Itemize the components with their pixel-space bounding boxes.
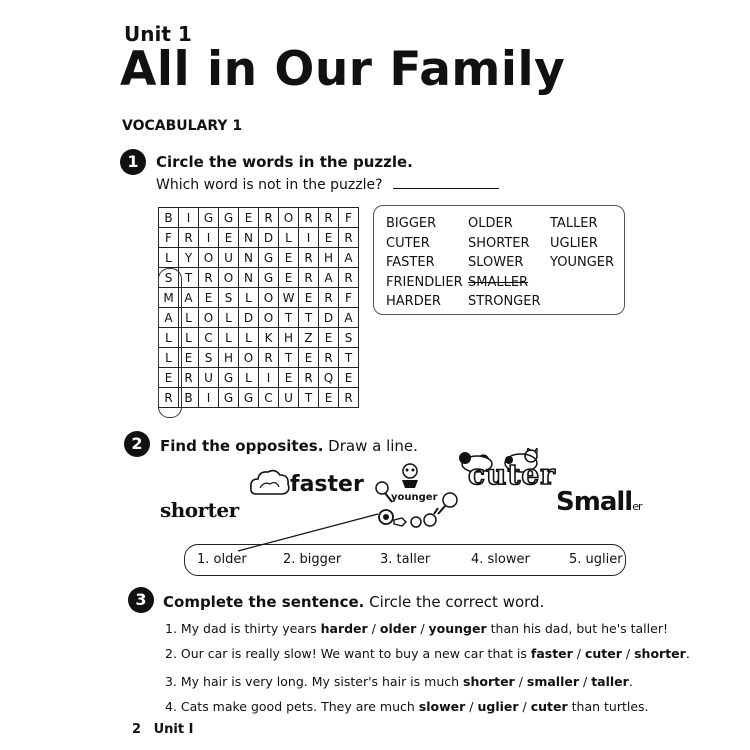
puzzle-cell[interactable]: L <box>239 328 259 348</box>
puzzle-cell[interactable]: G <box>199 208 219 228</box>
separator: / <box>416 621 429 636</box>
puzzle-cell[interactable]: K <box>259 328 279 348</box>
puzzle-cell[interactable]: H <box>219 348 239 368</box>
sentence-3 <box>165 674 633 689</box>
puzzle-cell[interactable]: I <box>199 228 219 248</box>
sentence-text: 3. My hair is very long. My sister's hair is much <box>165 674 464 689</box>
choice-word[interactable]: faster <box>530 646 573 661</box>
choice-word[interactable]: older <box>379 621 417 636</box>
word-younger: younger <box>391 492 438 503</box>
word-bank-item: UGLIER <box>550 235 598 251</box>
puzzle-cell[interactable]: E <box>319 228 339 248</box>
puzzle-cell[interactable]: U <box>199 368 219 388</box>
word-smaller-tail: er <box>632 500 642 513</box>
separator: / <box>621 646 635 661</box>
puzzle-cell[interactable]: A <box>339 248 359 268</box>
word-bank-item: SHORTER <box>468 235 530 251</box>
puzzle-cell[interactable]: G <box>259 268 279 288</box>
puzzle-cell[interactable]: L <box>219 328 239 348</box>
choice-word[interactable]: smaller <box>526 674 580 689</box>
puzzle-cell[interactable]: E <box>159 368 179 388</box>
puzzle-cell[interactable]: G <box>259 248 279 268</box>
puzzle-cell[interactable]: R <box>299 208 319 228</box>
puzzle-cell[interactable]: I <box>299 228 319 248</box>
puzzle-cell[interactable]: F <box>339 208 359 228</box>
puzzle-cell[interactable]: A <box>179 288 199 308</box>
puzzle-cell[interactable]: G <box>219 368 239 388</box>
puzzle-cell[interactable]: U <box>219 248 239 268</box>
puzzle-cell[interactable]: A <box>159 308 179 328</box>
puzzle-cell[interactable]: O <box>259 308 279 328</box>
separator: / <box>465 699 478 714</box>
puzzle-cell[interactable]: R <box>339 228 359 248</box>
puzzle-cell[interactable]: I <box>259 368 279 388</box>
section-heading: VOCABULARY 1 <box>122 118 243 134</box>
puzzle-cell[interactable]: M <box>159 288 179 308</box>
puzzle-cell[interactable]: E <box>279 368 299 388</box>
word-bank-item: TALLER <box>550 216 598 231</box>
exercise-number: 3 <box>128 587 154 613</box>
puzzle-cell[interactable]: B <box>179 388 199 408</box>
puzzle-cell[interactable]: L <box>159 328 179 348</box>
puzzle-cell[interactable]: R <box>159 388 179 408</box>
exercise-number: 2 <box>124 431 150 457</box>
option-item[interactable]: 3. taller <box>380 552 431 567</box>
puzzle-cell[interactable]: D <box>239 308 259 328</box>
exercise-title-bold: Complete the sentence. <box>163 593 365 611</box>
puzzle-cell[interactable]: L <box>179 328 199 348</box>
puzzle-cell[interactable]: O <box>239 348 259 368</box>
word-cuter: cuter <box>468 458 556 491</box>
puzzle-cell[interactable]: L <box>159 248 179 268</box>
puzzle-cell[interactable]: Z <box>299 328 319 348</box>
exercise-title-text: Circle the words in the puzzle. <box>156 153 413 171</box>
puzzle-cell[interactable]: U <box>279 388 299 408</box>
puzzle-cell[interactable]: R <box>339 388 359 408</box>
exercise-number: 1 <box>120 149 146 175</box>
puzzle-cell[interactable]: B <box>159 208 179 228</box>
puzzle-cell[interactable]: C <box>259 388 279 408</box>
exercise-title-rest: Draw a line. <box>323 437 418 455</box>
puzzle-cell[interactable]: E <box>219 228 239 248</box>
sentence-4 <box>165 699 649 714</box>
puzzle-cell[interactable]: O <box>199 308 219 328</box>
puzzle-cell[interactable]: R <box>299 368 319 388</box>
choice-word[interactable]: cuter <box>585 646 622 661</box>
separator: / <box>514 674 527 689</box>
puzzle-cell[interactable]: F <box>159 228 179 248</box>
choice-word[interactable]: uglier <box>477 699 519 714</box>
puzzle-cell[interactable]: R <box>179 228 199 248</box>
puzzle-cell[interactable]: G <box>219 208 239 228</box>
separator: / <box>367 621 380 636</box>
sentence-text: 1. My dad is thirty years <box>165 621 321 636</box>
puzzle-cell[interactable]: R <box>299 268 319 288</box>
option-item[interactable]: 5. uglier <box>569 552 623 567</box>
choice-word[interactable]: shorter <box>634 646 686 661</box>
puzzle-cell[interactable]: E <box>199 288 219 308</box>
puzzle-cell[interactable]: I <box>179 208 199 228</box>
puzzle-cell[interactable]: N <box>239 228 259 248</box>
puzzle-cell[interactable]: S <box>199 348 219 368</box>
footer-unit: Unit I <box>153 722 194 737</box>
choice-word[interactable]: slower <box>418 699 466 714</box>
word-bank-item: SLOWER <box>468 255 524 270</box>
puzzle-cell[interactable]: E <box>179 348 199 368</box>
puzzle-cell[interactable]: R <box>259 208 279 228</box>
puzzle-cell[interactable]: G <box>219 388 239 408</box>
puzzle-cell[interactable]: T <box>299 388 319 408</box>
word-shorter: shorter <box>160 498 239 522</box>
puzzle-cell[interactable]: R <box>179 368 199 388</box>
puzzle-cell[interactable]: R <box>299 248 319 268</box>
word-bank-item: FRIENDLIER <box>386 274 463 290</box>
puzzle-cell[interactable]: R <box>339 268 359 288</box>
puzzle-cell[interactable]: D <box>259 228 279 248</box>
puzzle-cell[interactable]: E <box>239 208 259 228</box>
puzzle-cell[interactable]: A <box>339 308 359 328</box>
choice-word[interactable]: cuter <box>530 699 568 714</box>
puzzle-cell[interactable]: H <box>319 248 339 268</box>
puzzle-cell[interactable]: H <box>279 328 299 348</box>
word-faster: faster <box>290 472 364 497</box>
puzzle-cell[interactable]: S <box>339 328 359 348</box>
sentence-text: than turtles. <box>567 699 649 714</box>
word-bank-item: CUTER <box>386 235 430 251</box>
word-bank-item: STRONGER <box>468 294 541 309</box>
puzzle-cell[interactable]: E <box>279 248 299 268</box>
puzzle-cell[interactable]: T <box>279 308 299 328</box>
unit-label: Unit 1 <box>124 22 192 46</box>
question-text: Which word is not in the puzzle? <box>156 177 383 193</box>
puzzle-cell[interactable]: S <box>219 288 239 308</box>
puzzle-cell[interactable]: F <box>339 288 359 308</box>
page-title: All in Our Family <box>120 42 566 97</box>
option-item[interactable]: 4. slower <box>471 552 530 567</box>
puzzle-cell[interactable]: L <box>239 288 259 308</box>
puzzle-cell[interactable]: R <box>319 288 339 308</box>
sentence-text: . <box>628 674 633 689</box>
sentence-text: 4. Cats make good pets. They are much <box>165 699 419 714</box>
puzzle-cell[interactable]: R <box>319 208 339 228</box>
choice-word[interactable]: harder <box>320 621 368 636</box>
exercise-title-rest: Circle the correct word. <box>364 593 545 611</box>
sentence-text: . <box>685 646 690 661</box>
word-bank-item: YOUNGER <box>550 255 615 270</box>
sentence-text: than his dad, but he's taller! <box>486 621 668 636</box>
puzzle-cell[interactable]: N <box>239 268 259 288</box>
page-number: 2 <box>132 722 142 737</box>
puzzle-cell[interactable]: S <box>159 268 179 288</box>
puzzle-cell[interactable]: L <box>219 308 239 328</box>
choice-word[interactable]: younger <box>428 621 487 636</box>
puzzle-cell[interactable]: T <box>339 348 359 368</box>
sentence-text: 2. Our car is really slow! We want to buy a new car that is <box>165 646 531 661</box>
puzzle-cell[interactable]: C <box>199 328 219 348</box>
puzzle-cell[interactable]: L <box>279 228 299 248</box>
puzzle-cell[interactable]: D <box>319 308 339 328</box>
word-bank-item: HARDER <box>386 294 441 309</box>
puzzle-cell[interactable]: L <box>179 308 199 328</box>
puzzle-cell[interactable]: L <box>159 348 179 368</box>
choice-word[interactable]: taller <box>591 674 629 689</box>
page-footer <box>132 722 193 737</box>
option-item[interactable]: 2. bigger <box>283 552 342 567</box>
word-bank-item: BIGGER <box>386 216 437 231</box>
puzzle-cell[interactable]: N <box>239 248 259 268</box>
puzzle-cell[interactable]: R <box>319 348 339 368</box>
choice-word[interactable]: shorter <box>463 674 515 689</box>
sentence-1 <box>165 621 668 636</box>
puzzle-cell[interactable]: E <box>299 348 319 368</box>
puzzle-cell[interactable]: R <box>199 268 219 288</box>
separator: / <box>572 646 585 661</box>
puzzle-cell[interactable]: G <box>239 388 259 408</box>
puzzle-cell[interactable]: I <box>199 388 219 408</box>
word-bank-item: FASTER <box>386 255 435 270</box>
puzzle-cell[interactable]: E <box>299 288 319 308</box>
word-bank-item: OLDER <box>468 216 513 231</box>
puzzle-cell[interactable]: O <box>259 288 279 308</box>
puzzle-cell[interactable]: A <box>319 268 339 288</box>
puzzle-cell[interactable]: T <box>299 308 319 328</box>
separator: / <box>518 699 531 714</box>
puzzle-cell[interactable]: O <box>199 248 219 268</box>
puzzle-cell[interactable]: Q <box>319 368 339 388</box>
puzzle-cell[interactable]: E <box>319 388 339 408</box>
puzzle-cell[interactable]: Y <box>179 248 199 268</box>
exercise-title <box>163 593 544 611</box>
puzzle-cell[interactable]: L <box>239 368 259 388</box>
sentence-2 <box>165 646 690 661</box>
word-smaller-big: Small <box>556 487 633 517</box>
separator: / <box>579 674 592 689</box>
puzzle-cell[interactable]: E <box>339 368 359 388</box>
exercise-title-bold: Find the opposites. <box>160 437 324 455</box>
puzzle-cell[interactable]: O <box>219 268 239 288</box>
puzzle-cell[interactable]: R <box>259 348 279 368</box>
word-bank-item-crossed: SMALLER <box>468 274 529 290</box>
puzzle-cell[interactable]: O <box>279 208 299 228</box>
puzzle-cell[interactable]: E <box>279 268 299 288</box>
puzzle-cell[interactable]: T <box>279 348 299 368</box>
puzzle-cell[interactable]: W <box>279 288 299 308</box>
puzzle-cell[interactable]: E <box>319 328 339 348</box>
option-item[interactable]: 1. older <box>197 552 247 567</box>
puzzle-cell[interactable]: T <box>179 268 199 288</box>
